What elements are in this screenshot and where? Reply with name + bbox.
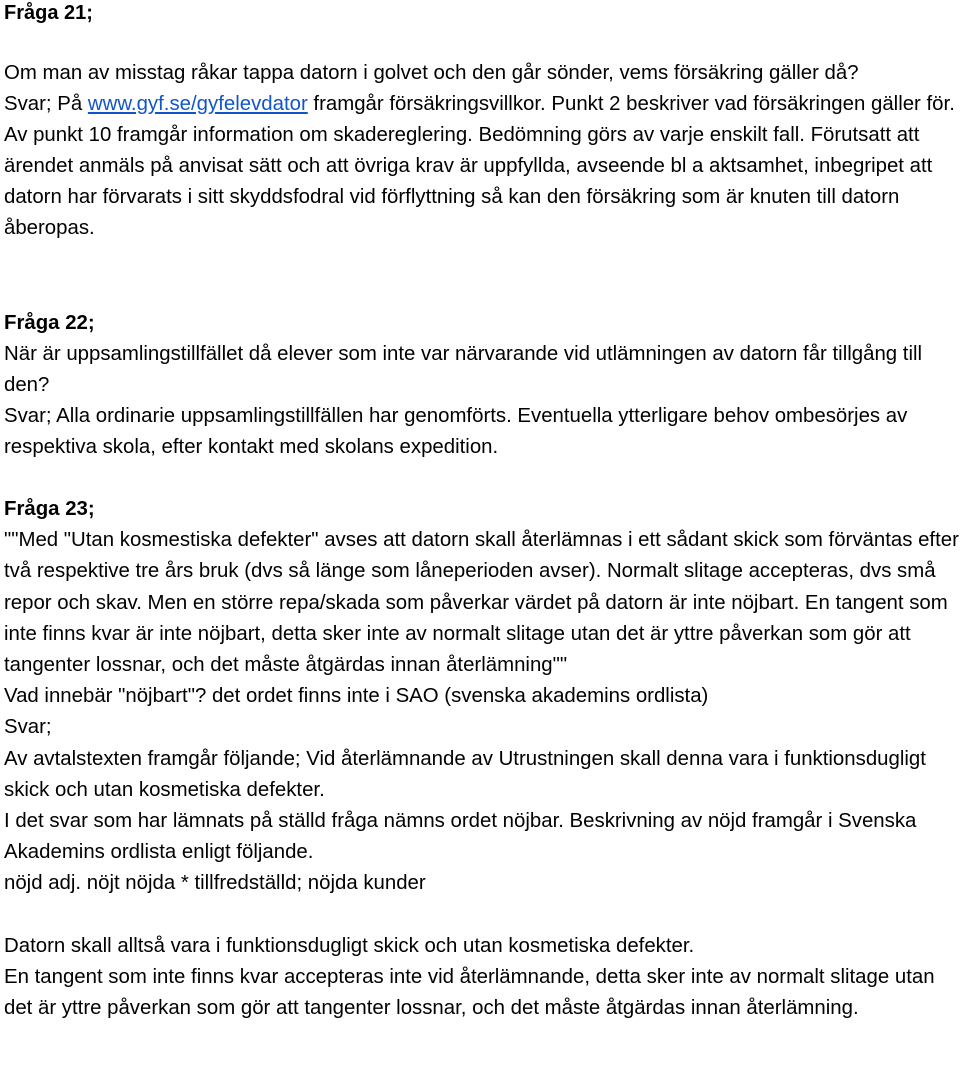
answer-21-rest: framgår försäkringsvillkor. Punkt 2 beskriver vad försäkringen gäller för. Av punkt 10 framgår information om skadereglering. Bedömning görs av varje enskilt fall. Förutsatt att ärendet anmäls på anvisat sätt och att övriga krav är uppfyllda, avseende bl a aktsamhet, inbegripet att datorn har förvarats i sitt skyddsfodral vid förflyttning så kan den försäkring som är knuten till datorn åberopas. (4, 93, 955, 239)
answer-21-prefix: Svar; På (4, 93, 88, 115)
section-question-23 (4, 494, 959, 1024)
section-question-22 (4, 308, 959, 463)
heading-question-22: Fråga 22; (4, 312, 95, 334)
conclusion-2: En tangent som inte finns kvar accepteras inte vid återlämnande, detta sker inte av normalt slitage utan det är yttre påverkan som gör att tangenter lossnar, och det måste åtgärdas innan återlämning. (4, 965, 935, 1020)
answer-21-text (4, 89, 959, 244)
heading-question-21: Fråga 21; (4, 2, 93, 24)
answer-23-paragraph-1: Av avtalstexten framgår följande; Vid återlämnande av Utrustningen skall denna vara i funktionsdugligt skick och utan kosmetiska defekter. (4, 747, 926, 801)
question-23-quote: ""Med "Utan kosmestiska defekter" avses att datorn skall återlämnas i ett sådant skick som förväntas efter två respektive tre års bruk (dvs så länge som låneperioden avser). Normalt slitage accepteras, dvs små repor och skav. Men en större repa/skada som påverkar värdet på datorn är inte nöjbart. En tangent som inte finns kvar är inte nöjbart, detta sker inte av normalt slitage utan det är yttre påverkan som gör att tangenter lossnar, och det måste åtgärdas innan återlämning"" (4, 529, 959, 677)
question-23-text: Vad innebär "nöjbart"? det ordet finns inte i SAO (svenska akademins ordlista) (4, 685, 709, 708)
section-question-21 (4, 58, 959, 244)
question-21-text: Om man av misstag råkar tappa datorn i golvet och den går sönder, vems försäkring gäller då? (4, 62, 859, 84)
definition-nojd: nöjd adj. nöjt nöjda * tillfredställd; nöjda kunder (4, 872, 426, 895)
question-22-text: När är uppsamlingstillfället då elever som inte var närvarande vid utlämningen av datorn får tillgång till den? (4, 343, 923, 396)
spacer (4, 900, 959, 931)
answer-22-text: Svar; Alla ordinarie uppsamlingstillfällen har genomförts. Eventuella ytterligare behov ombesörjes av respektiva skola, efter kontakt med skolans expedition. (4, 405, 908, 458)
heading-question-23: Fråga 23; (4, 498, 95, 520)
answer-23-label: Svar; (4, 716, 52, 739)
conclusion-1: Datorn skall alltså vara i funktionsdugligt skick och utan kosmetiska defekter. (4, 934, 695, 957)
answer-23-paragraph-2: I det svar som har lämnats på ställd fråga nämns ordet nöjbar. Beskrivning av nöjd framgår i Svenska Akademins ordlista enligt följande. (4, 810, 917, 864)
gyf-elevdator-link[interactable]: www.gyf.se/gyfelevdator (87, 93, 308, 115)
